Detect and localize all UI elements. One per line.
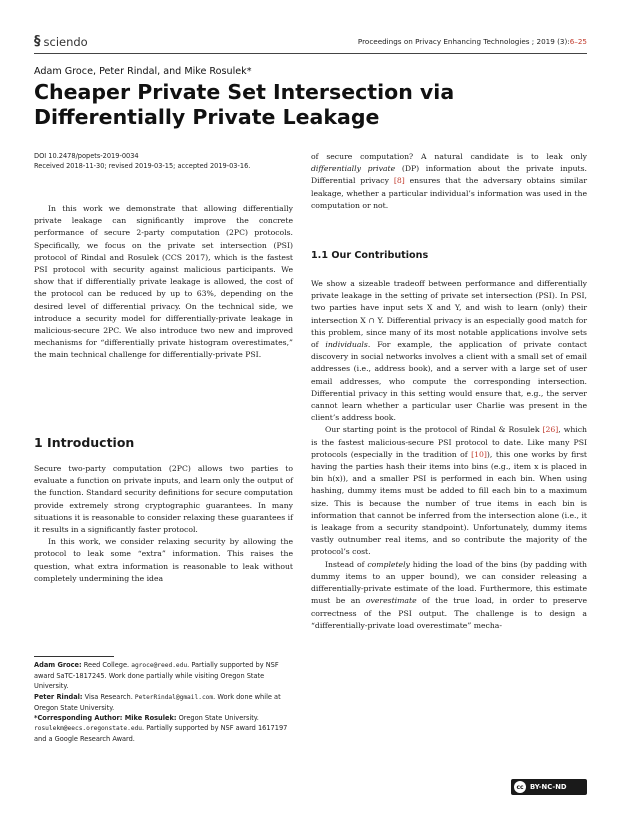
- intro-paragraph-2: In this work, we consider relaxing security by allowing the protocol to leak some “extra” information. This raises the question, what extra information is reasonable to leak without completely undermining the idea: [34, 537, 293, 583]
- footnote-rindal: [34, 692, 293, 713]
- abstract: [34, 203, 293, 362]
- journal-citation: [358, 37, 587, 46]
- email-link[interactable]: rosulekm@eecs.oregonstate.edu: [34, 725, 143, 733]
- intro-paragraph-1: Secure two-party computation (2PC) allows two parties to evaluate a function on private inputs, and learn only the output of the function. Standard security definitions for secure computation provide extremely strong cryptographic guarantees. In many situations it is reasonable to consider relaxing these guarantees if it results in a significantly faster protocol.: [34, 464, 293, 535]
- author-list: Adam Groce, Peter Rindal, and Mike Rosulek*: [34, 66, 252, 77]
- creative-commons-icon: cc: [514, 781, 526, 793]
- received-dates: Received 2018-11-30; revised 2019-03-15; accepted 2019-03-16.: [34, 162, 251, 170]
- footnote-name: Adam Groce:: [34, 661, 82, 669]
- citation-link[interactable]: [8]: [393, 176, 405, 186]
- footnote-affiliation: Reed College.: [81, 661, 132, 669]
- footnote-groce: [34, 660, 293, 692]
- footnote-name: Peter Rindal:: [34, 692, 83, 701]
- footnote-rosulek: [34, 713, 293, 745]
- journal-name: Proceedings on Privacy Enhancing Technologies ; 2019 (3):: [357, 37, 570, 46]
- email-link[interactable]: agroce@reed.edu: [131, 662, 188, 669]
- right-paragraph-3: Instead of completely hiding the load of the bins (by padding with dummy items to an upper bound), we can consider releasing a differentially-private estimate of the load. Furthermore, this estimate must be an overestimate of the true load, in order to preserve correctness of the PSI output. The challenge is to design a “differentially-private load overestimate” mecha-: [311, 559, 587, 630]
- publisher-name: sciendo: [43, 34, 88, 49]
- license-label: BY-NC-ND: [530, 783, 567, 791]
- right-column: [311, 151, 587, 632]
- header-rule: [34, 53, 587, 54]
- footnote-affiliation: Oregon State University.: [176, 714, 259, 723]
- footnote-name: *Corresponding Author: Mike Rosulek:: [34, 714, 177, 723]
- contributions-heading: 1.1 Our Contributions: [311, 250, 429, 262]
- right-paragraph-0: of secure computation? A natural candidate is to leak only differentially private (DP) information about the private inputs. Differential privacy [8] ensures that the adversary obtains similar leakage, whether a particular individual’s information was used in the computation or not.: [311, 152, 588, 210]
- article-metadata: [34, 151, 250, 171]
- paper-title: [34, 80, 587, 130]
- title-line-2: Differentially Private Leakage: [34, 105, 380, 129]
- sciendo-logo-icon: §: [34, 34, 41, 49]
- abstract-text: In this work we demonstrate that allowing differentially private leakage can significantly improve the concrete performance of secure 2-party computation (2PC) protocols. Specifically, we focus on the private set intersection (PSI) protocol of Rindal and Rosulek (CCS 2017), which is the fastest PSI protocol with security against malicious participants. We show that if differentially private leakage is allowed, the cost of the protocol can be reduced by up to 63%, depending on the desired level of differential privacy. On the technical side, we introduce a security model for differentially-private leakage in malicious-secure 2PC. We also introduce two new and improved mechanisms for “differentially private histogram overestimates,” the main technical challenge for differentially-private PSI.: [34, 204, 293, 360]
- footnote-funding: . Partially supported by NSF award 1617197 and a Google Research Award.: [34, 724, 288, 744]
- introduction-heading: 1 Introduction: [34, 435, 135, 450]
- footnote-funding: . Work done while at Oregon State University.: [34, 692, 281, 712]
- email-link[interactable]: PeterRindal@gmail.com: [134, 693, 214, 701]
- author-footnotes: [34, 660, 293, 745]
- publisher-logo: [34, 34, 88, 49]
- doi: DOI 10.2478/popets-2019-0034: [34, 152, 139, 160]
- introduction-section: [34, 435, 293, 585]
- footnote-rule: [34, 656, 114, 657]
- title-line-1: Cheaper Private Set Intersection via: [34, 80, 455, 104]
- citation-link[interactable]: [10]: [471, 449, 487, 459]
- citation-link[interactable]: [26]: [542, 425, 559, 435]
- page-range-link[interactable]: 6–25: [569, 37, 587, 46]
- page-header: [34, 34, 587, 50]
- right-paragraph-1: We show a sizeable tradeoff between performance and differentially private leakage in the setting of private set intersection (PSI). In PSI, two parties have input sets X and Y, and wish to learn (only) their intersection X ∩ Y. Differential privacy is an especially good match for this problem, since many of its most notable applications involve sets of individuals. For example, the application of private contact discovery in social networks involves a client with a small set of email addresses (i.e., address book), and a server with a large set of user email addresses, who compute the corresponding intersection. Differential privacy in this setting would ensure that, e.g., the server cannot learn whether a particular user Charlie was present in the client’s address book.: [311, 279, 588, 423]
- footnote-funding: . Partially supported by NSF award SaTC-1817245. Work done partially while visiting Oregon State University.: [34, 661, 279, 691]
- license-badge[interactable]: [511, 779, 587, 795]
- footnote-affiliation: Visa Research.: [82, 692, 135, 701]
- right-paragraph-2: Our starting point is the protocol of Rindal & Rosulek [26], which is the fastest malicious-secure PSI protocol to date. Like many PSI protocols (especially in the tradition of [10]), this one works by first having the parties hash their items into bins (e.g., item x is placed in bin h(x)), and a smaller PSI is performed in each bin. When using hashing, dummy items must be added to fill each bin to a maximum size. This is because the number of true items in each bin is information that cannot be inferred from the intersection alone (i.e., it is leakage from a security standpoint). Unfortunately, dummy items vastly outnumber real items, and so contribute the majority of the protocol’s cost.: [311, 425, 587, 557]
